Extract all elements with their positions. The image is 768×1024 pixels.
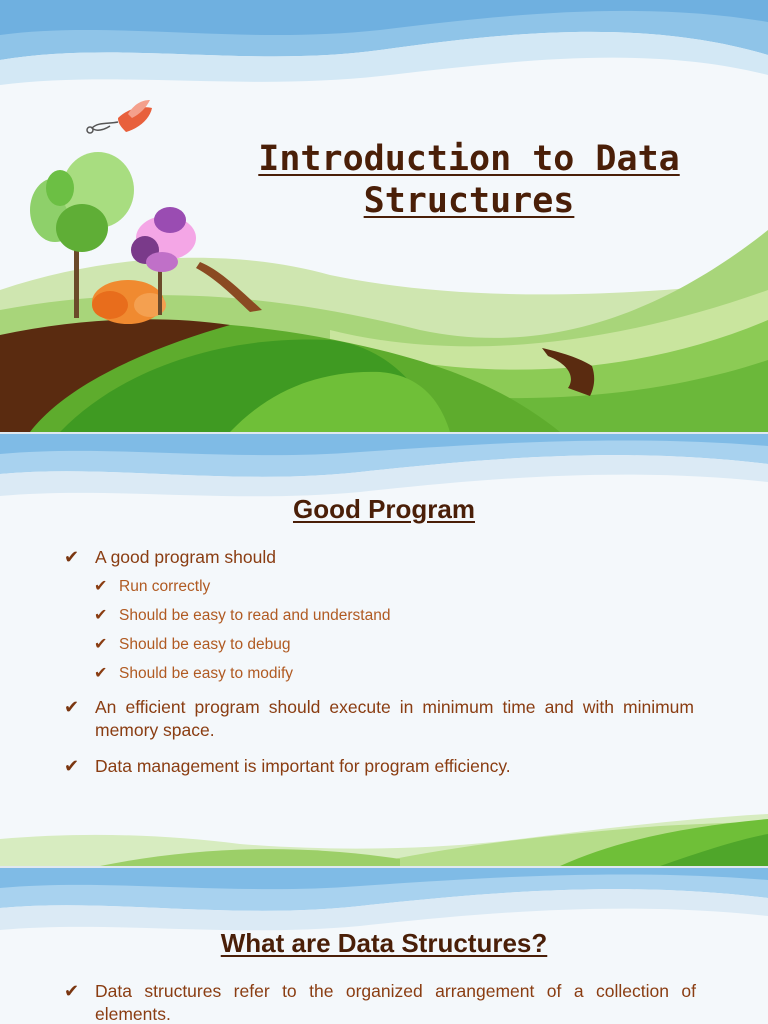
bullet-text: A good program should — [95, 547, 276, 567]
checkmark-icon: ✔ — [94, 607, 108, 624]
bullet-list — [64, 980, 696, 1024]
checkmark-icon: ✔ — [94, 636, 108, 653]
checkmark-icon: ✔ — [64, 547, 80, 567]
list-item — [64, 980, 696, 1024]
checkmark-icon: ✔ — [64, 756, 80, 776]
bullet-list — [64, 546, 694, 778]
list-item — [94, 664, 694, 684]
sub-list — [94, 577, 694, 684]
bullet-text: Data structures refer to the organized arrangement of a collection of elements. — [95, 981, 696, 1024]
slide-heading: What are Data Structures? — [220, 928, 548, 958]
list-item — [94, 577, 694, 597]
slide-good-program — [0, 434, 768, 866]
bullet-text: Should be easy to debug — [119, 636, 291, 653]
checkmark-icon: ✔ — [64, 981, 80, 1001]
list-item — [64, 696, 694, 742]
bullet-text: Should be easy to read and understand — [119, 607, 391, 624]
slide-title-text: Introduction to Data Structures — [258, 139, 680, 221]
list-item — [94, 635, 694, 655]
bullet-text: Should be easy to modify — [119, 665, 294, 682]
list-item — [64, 546, 694, 569]
list-item — [64, 755, 694, 778]
slide-title — [0, 0, 768, 432]
checkmark-icon: ✔ — [94, 665, 108, 682]
sub-list-wrapper — [64, 577, 694, 684]
bullet-text: An efficient program should execute in minimum time and with minimum memory space. — [95, 697, 694, 740]
checkmark-icon: ✔ — [94, 578, 108, 595]
bullet-text: Run correctly — [119, 578, 211, 595]
slide-data-structures — [0, 868, 768, 1024]
slide-heading: Good Program — [292, 494, 475, 524]
bullet-text: Data management is important for program efficiency. — [95, 756, 511, 776]
list-item — [94, 606, 694, 626]
checkmark-icon: ✔ — [64, 697, 80, 717]
